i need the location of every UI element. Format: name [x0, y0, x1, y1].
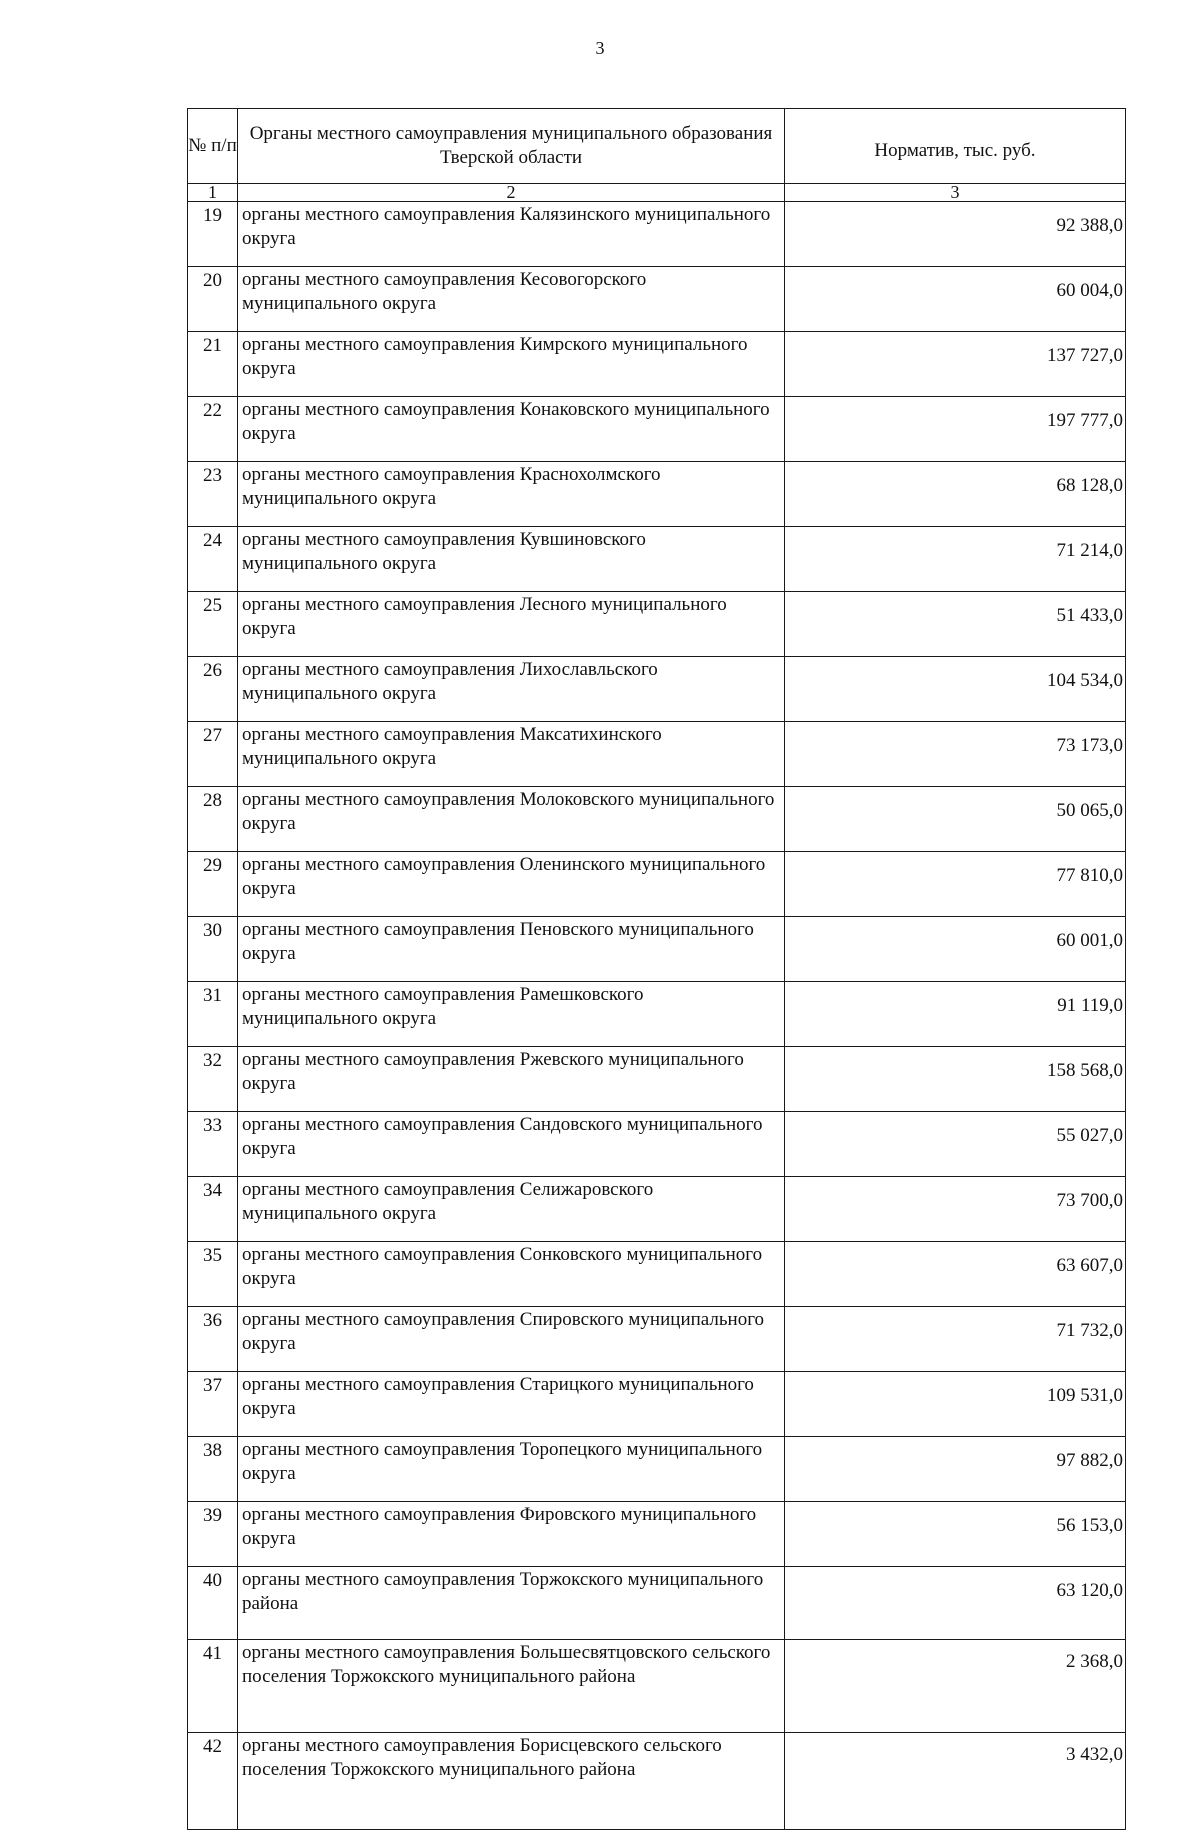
organization-name: органы местного самоуправления Оленинского муниципального округа [238, 852, 785, 917]
row-number: 19 [188, 202, 238, 267]
norm-value: 60 001,0 [785, 917, 1126, 982]
table-row [188, 202, 1126, 267]
organization-name: органы местного самоуправления Максатихинского муниципального округа [238, 722, 785, 787]
table-row [188, 787, 1126, 852]
table-row [188, 267, 1126, 332]
table-row [188, 527, 1126, 592]
norm-value: 51 433,0 [785, 592, 1126, 657]
table-row [188, 1437, 1126, 1502]
table-row [188, 1502, 1126, 1567]
organization-name: органы местного самоуправления Селижаровского муниципального округа [238, 1177, 785, 1242]
row-number: 27 [188, 722, 238, 787]
organization-name: органы местного самоуправления Калязинского муниципального округа [238, 202, 785, 267]
norm-value: 137 727,0 [785, 332, 1126, 397]
row-number: 29 [188, 852, 238, 917]
norm-value: 92 388,0 [785, 202, 1126, 267]
norm-value: 56 153,0 [785, 1502, 1126, 1567]
header-norm: Норматив, тыс. руб. [785, 109, 1126, 184]
organization-name: органы местного самоуправления Фировского муниципального округа [238, 1502, 785, 1567]
table-row [188, 1047, 1126, 1112]
organization-name: органы местного самоуправления Рамешковского муниципального округа [238, 982, 785, 1047]
row-number: 21 [188, 332, 238, 397]
row-number: 28 [188, 787, 238, 852]
header-number: № п/п [188, 109, 238, 184]
table-row [188, 1372, 1126, 1437]
table-row [188, 1242, 1126, 1307]
table-row [188, 592, 1126, 657]
header-organization: Органы местного самоуправления муниципального образования Тверской области [238, 109, 785, 184]
table-row [188, 397, 1126, 462]
column-number: 1 [188, 184, 238, 202]
norm-value: 68 128,0 [785, 462, 1126, 527]
norm-value: 73 700,0 [785, 1177, 1126, 1242]
row-number: 23 [188, 462, 238, 527]
table-row [188, 1733, 1126, 1830]
column-numbers-row [188, 184, 1126, 202]
organization-name: органы местного самоуправления Лихославльского муниципального округа [238, 657, 785, 722]
norm-value: 71 732,0 [785, 1307, 1126, 1372]
norm-value: 158 568,0 [785, 1047, 1126, 1112]
row-number: 26 [188, 657, 238, 722]
row-number: 24 [188, 527, 238, 592]
table-row [188, 462, 1126, 527]
organization-name: органы местного самоуправления Кимрского муниципального округа [238, 332, 785, 397]
row-number: 41 [188, 1640, 238, 1733]
norm-value: 109 531,0 [785, 1372, 1126, 1437]
norm-value: 197 777,0 [785, 397, 1126, 462]
organization-name: органы местного самоуправления Торопецкого муниципального округа [238, 1437, 785, 1502]
row-number: 35 [188, 1242, 238, 1307]
organization-name: органы местного самоуправления Старицкого муниципального округа [238, 1372, 785, 1437]
organization-name: органы местного самоуправления Сонковского муниципального округа [238, 1242, 785, 1307]
row-number: 32 [188, 1047, 238, 1112]
table-row [188, 657, 1126, 722]
row-number: 30 [188, 917, 238, 982]
organization-name: органы местного самоуправления Торжокского муниципального района [238, 1567, 785, 1640]
norm-value: 63 607,0 [785, 1242, 1126, 1307]
table-body [188, 202, 1126, 1830]
row-number: 22 [188, 397, 238, 462]
organization-name: органы местного самоуправления Пеновского муниципального округа [238, 917, 785, 982]
organization-name: органы местного самоуправления Борисцевского сельского поселения Торжокского муниципального района [238, 1733, 785, 1830]
norm-value: 97 882,0 [785, 1437, 1126, 1502]
norms-table [187, 108, 1126, 1830]
organization-name: органы местного самоуправления Конаковского муниципального округа [238, 397, 785, 462]
organization-name: органы местного самоуправления Лесного муниципального округа [238, 592, 785, 657]
table-row [188, 1177, 1126, 1242]
norm-value: 63 120,0 [785, 1567, 1126, 1640]
row-number: 20 [188, 267, 238, 332]
row-number: 40 [188, 1567, 238, 1640]
norm-value: 50 065,0 [785, 787, 1126, 852]
page-number: 3 [595, 38, 605, 58]
row-number: 31 [188, 982, 238, 1047]
organization-name: органы местного самоуправления Большесвятцовского сельского поселения Торжокского муниципального района [238, 1640, 785, 1733]
organization-name: органы местного самоуправления Спировского муниципального округа [238, 1307, 785, 1372]
table-row [188, 852, 1126, 917]
row-number: 37 [188, 1372, 238, 1437]
row-number: 42 [188, 1733, 238, 1830]
row-number: 38 [188, 1437, 238, 1502]
row-number: 34 [188, 1177, 238, 1242]
table-header-row [188, 109, 1126, 184]
norm-value: 2 368,0 [785, 1640, 1126, 1733]
table-row [188, 982, 1126, 1047]
norm-value: 60 004,0 [785, 267, 1126, 332]
column-number: 2 [238, 184, 785, 202]
row-number: 39 [188, 1502, 238, 1567]
column-number: 3 [785, 184, 1126, 202]
table-row [188, 1567, 1126, 1640]
organization-name: органы местного самоуправления Краснохолмского муниципального округа [238, 462, 785, 527]
row-number: 33 [188, 1112, 238, 1177]
organization-name: органы местного самоуправления Ржевского муниципального округа [238, 1047, 785, 1112]
table-row [188, 1112, 1126, 1177]
norm-value: 77 810,0 [785, 852, 1126, 917]
table-row [188, 332, 1126, 397]
norm-value: 73 173,0 [785, 722, 1126, 787]
table-row [188, 917, 1126, 982]
row-number: 36 [188, 1307, 238, 1372]
table-row [188, 722, 1126, 787]
organization-name: органы местного самоуправления Кувшиновского муниципального округа [238, 527, 785, 592]
table-row [188, 1640, 1126, 1733]
organization-name: органы местного самоуправления Молоковского муниципального округа [238, 787, 785, 852]
table-row [188, 1307, 1126, 1372]
organization-name: органы местного самоуправления Сандовского муниципального округа [238, 1112, 785, 1177]
norm-value: 3 432,0 [785, 1733, 1126, 1830]
norm-value: 104 534,0 [785, 657, 1126, 722]
norm-value: 55 027,0 [785, 1112, 1126, 1177]
norm-value: 71 214,0 [785, 527, 1126, 592]
norm-value: 91 119,0 [785, 982, 1126, 1047]
row-number: 25 [188, 592, 238, 657]
organization-name: органы местного самоуправления Кесовогорского муниципального округа [238, 267, 785, 332]
